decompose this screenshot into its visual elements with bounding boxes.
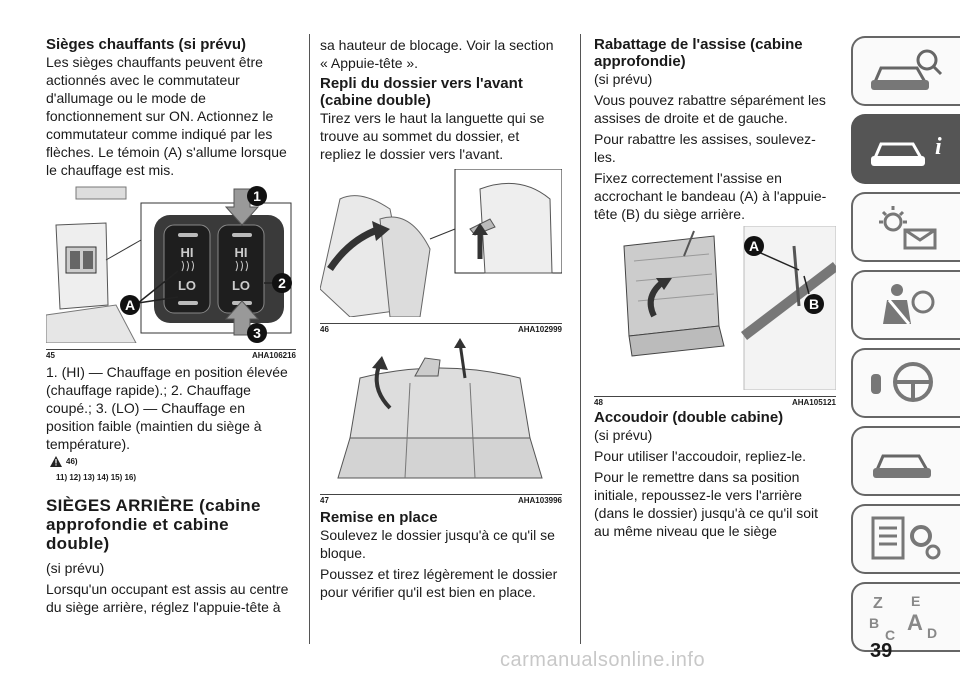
callout-a: A [124,297,136,313]
heated-seats-text: Les sièges chauffants peuvent être actionnés avec le commutateur d'allumage ou le mode de fonctionnement sur ON. Actionnez le commutateur comme indiqué par les flèches. Le témoin (A) s'allume lorsque le chauffage est mis. [46,54,287,178]
tab-knowing-vehicle[interactable] [851,36,960,106]
callout-2: 2 [278,275,286,291]
column-2 [320,36,562,604]
figure-number: 45 [46,351,55,360]
hi-label-left: HI [180,245,194,260]
figure-48 [594,226,836,407]
hi-label-right: HI [234,245,248,260]
fold-backrest-heading: Repli du dossier vers l'avant (cabine double) [320,75,523,109]
fold-cushion-optional: (si prévu) [594,71,653,87]
steering-wheel-key-icon [867,358,947,410]
figure-number: 46 [320,325,329,334]
rear-bench-illustration [320,338,562,488]
page-number: 39 [870,640,893,662]
letter-b: B [869,615,880,631]
tab-safety[interactable] [851,270,960,340]
figure-code: AHA106216 [251,351,296,360]
seatbelt-airbag-icon [867,280,947,332]
warning-light-message-icon [867,202,947,254]
headrest-continuation: sa hauteur de blocage. Voir la section « Appuie-tête ». [320,37,554,71]
figure-number: 47 [320,496,329,505]
reposition-text-2: Poussez et tirez légèrement le dossier pour vérifier qu'il est bien en place. [320,566,558,600]
figure-46 [320,169,562,334]
figure-code: AHA105121 [791,398,836,407]
armrest-optional: (si prévu) [594,427,653,443]
figure-45-caption-bar [46,349,296,360]
fold-cushion-text-3: Fixez correctement l'assise en accrochant le bandeau (A) à l'appuie-tête (B) du siège arrière. [594,170,827,222]
figure-45 [46,185,296,360]
figure-47-caption-bar [320,494,562,505]
figure-code: AHA103996 [517,496,562,505]
callout-3: 3 [253,325,261,341]
car-emergency-icon [867,436,947,488]
rear-seats-optional: (si prévu) [46,560,105,576]
alphabetical-index-icon [867,592,947,644]
column-divider [580,34,581,644]
tab-emergency[interactable] [851,426,960,496]
figure-48-caption-bar [594,396,836,407]
lo-label-right: LO [231,278,251,293]
column-divider [309,34,310,644]
column-1 [46,36,296,619]
rear-seats-heading: SIÈGES ARRIÈRE (cabine approfondie et cabine double) [46,496,261,553]
tab-maintenance[interactable] [851,504,960,574]
armrest-text-2: Pour le remettre dans sa position initiale, repoussez-le vers l'arrière (dans le dossier) jusqu'à ce qu'il soit au même niveau que le siège [594,469,819,539]
warning-icon [50,456,62,467]
tab-driving[interactable] [851,348,960,418]
callout-1: 1 [253,188,261,204]
car-info-icon [867,124,947,176]
letter-e: E [911,593,921,609]
figure-code: AHA102999 [517,325,562,334]
fold-cushion-heading: Rabattage de l'assise (cabine approfondie) [594,36,803,70]
callout-b: B [808,296,820,312]
svg-text:i: i [935,134,942,160]
figure-45-description: 1. (HI) — Chauffage en position élevée (chauffage rapide).; 2. Chauffage coupé.; 3. (LO) — Chauffage en position faible (maintien du siège à température). [46,364,288,452]
letter-c: C [885,627,896,643]
seat-cushion-illustration [594,226,836,390]
tab-warning-lights[interactable] [851,192,960,262]
letter-d: D [927,625,938,641]
figure-number: 48 [594,398,603,407]
tab-safety-comfort[interactable] [851,114,960,184]
armrest-text-1: Pour utiliser l'accoudoir, repliez-le. [594,448,806,464]
rear-seats-text: Lorsqu'un occupant est assis au centre du siège arrière, réglez l'appuie-tête à [46,581,289,615]
column-3 [594,36,836,543]
letter-z: Z [873,595,883,612]
warning-ref-number: 46) [66,457,78,466]
car-magnifier-icon [867,46,947,98]
lo-label-left: LO [177,278,197,293]
tab-index[interactable] [851,582,960,652]
watermark: carmanualsonline.info [500,649,706,671]
fold-cushion-text-1: Vous pouvez rabattre séparément les assises de droite et de gauche. [594,92,826,126]
note-references: 11) 12) 13) 14) 15) 16) [56,473,137,482]
reposition-text-1: Soulevez le dossier jusqu'à ce qu'il se bloque. [320,527,555,561]
fold-cushion-text-2: Pour rabattre les assises, soulevez-les. [594,131,816,165]
reposition-heading: Remise en place [320,509,438,526]
armrest-heading: Accoudoir (double cabine) [594,409,784,426]
figure-47 [320,338,562,505]
fold-backrest-text: Tirez vers le haut la languette qui se trouve au sommet du dossier, et repliez le dossier vers l'avant. [320,110,545,162]
figure-46-caption-bar [320,323,562,334]
warning-reference [50,456,296,467]
chapter-tabs [851,36,960,660]
heated-seats-heading: Sièges chauffants (si prévu) [46,36,247,53]
list-gears-icon [867,514,947,566]
letter-a: A [907,610,923,635]
heated-seat-switch-illustration [46,185,296,343]
callout-a: A [748,238,760,254]
backrest-tab-illustration [320,169,562,317]
